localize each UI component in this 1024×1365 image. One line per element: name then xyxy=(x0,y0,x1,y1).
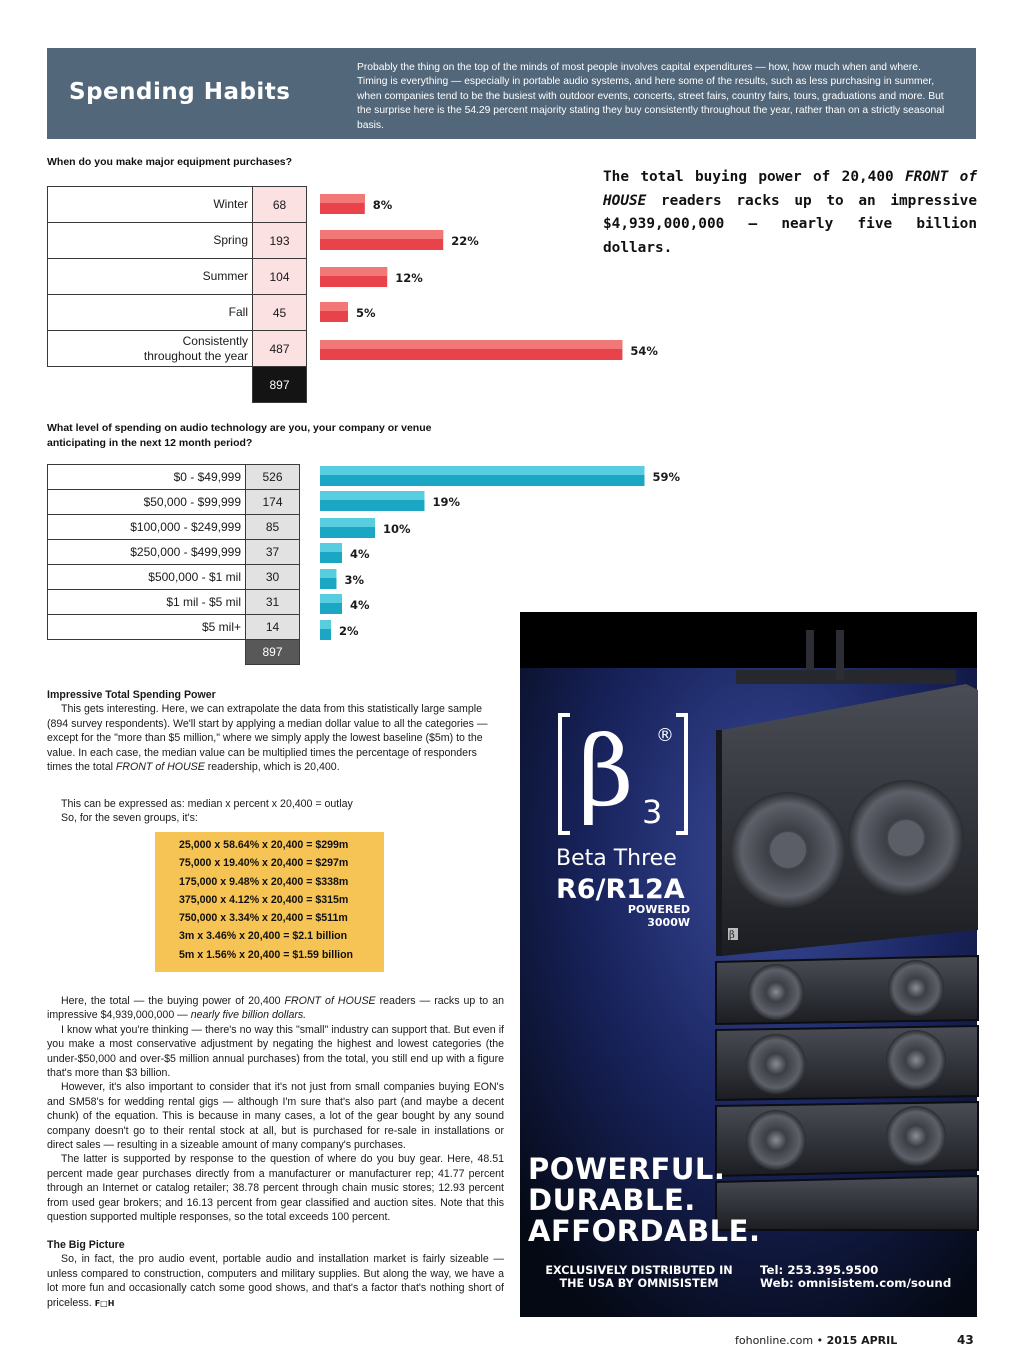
bar-value-label: 8% xyxy=(372,198,393,212)
bar-highlight xyxy=(320,466,645,475)
section-heading: The Big Picture xyxy=(47,1239,125,1251)
table-row xyxy=(48,187,307,223)
text-em: FRONT of HOUSE xyxy=(115,761,205,774)
logo-sub: 3 xyxy=(642,793,663,831)
header-band xyxy=(47,48,976,139)
intro-paragraph: Probably the thing on the top of the minds of most people involves capital expenditures — how, how much when and where. Timing is everything — especially in portable audio systems, and here some of the results, such as less purchasing in summer, when companies tend to be the busiest with outdoor events, concerts, street fairs, country fairs, tours, graduations and more. But the surprise here is the 54.29 percent majority stating they buy consistently throughout the year, rather than on a strictly seasonal basis. xyxy=(357,62,945,131)
calc-line: 3m x 3.46% x 20,400 = $2.1 billion xyxy=(179,930,348,943)
page-title: Spending Habits xyxy=(69,79,291,105)
text-run: Here, the total — the buying power of 20,400 xyxy=(61,995,285,1007)
table-total-row xyxy=(48,640,300,665)
row-label: Fall xyxy=(48,295,253,331)
bar-value-label: 22% xyxy=(451,234,479,248)
bar-value-label: 4% xyxy=(350,547,370,561)
ad-brand: Beta Three xyxy=(556,846,677,871)
formula-line: So, for the seven groups, it's: xyxy=(61,812,198,825)
ad-phone[interactable]: Tel: 253.395.9500 xyxy=(760,1263,879,1277)
bar-highlight xyxy=(320,302,348,311)
calculation-box xyxy=(155,832,384,972)
bar-highlight xyxy=(320,569,337,578)
bar-value-label: 19% xyxy=(432,495,461,509)
ad-distributor xyxy=(534,1264,744,1290)
body-paragraph xyxy=(47,994,504,1023)
slogan-line: POWERFUL. xyxy=(528,1152,726,1186)
section-spending-power xyxy=(47,688,504,774)
text-run: readership, which is 20,400. xyxy=(204,761,340,774)
row-count: 85 xyxy=(246,515,300,540)
table-row xyxy=(48,331,307,367)
body-paragraph: The latter is supported by response to the question of where do you buy gear. Here, 48.51 percent made gear purchases directly from a manufacturer or manufacturer rep; 41.77 percent through an Internet or catalog retailer; 38.78 percent through chain music stores; 12.93 percent from used gear brokers; and 16.13 percent from gear classified and auction sites. Note that this question supported multiple responses, so the total exceeds 100 percent. xyxy=(47,1153,504,1224)
bar-highlight xyxy=(320,491,425,500)
q2-question-line: anticipating in the next 12 month period? xyxy=(47,436,253,449)
calc-line: 25,000 x 58.64% x 20,400 = $299m xyxy=(179,839,349,851)
footer-issue: 2015 APRIL xyxy=(826,1334,898,1347)
row-count: 30 xyxy=(246,565,300,590)
row-label xyxy=(48,331,253,367)
slogan-line: AFFORDABLE. xyxy=(528,1214,761,1248)
bar-highlight xyxy=(320,267,387,276)
table-row xyxy=(48,295,307,331)
table-row xyxy=(48,223,307,259)
row-count: 174 xyxy=(246,490,300,515)
row-label: $100,000 - $249,999 xyxy=(48,515,246,540)
end-mark: F□H xyxy=(94,1298,115,1308)
power-line: POWERED xyxy=(627,903,690,916)
calc-line: 750,000 x 3.34% x 20,400 = $511m xyxy=(179,912,348,925)
body-paragraph xyxy=(47,1252,504,1311)
total-count: 897 xyxy=(246,640,300,665)
body-paragraph: I know what you're thinking — there's no way this "small" industry can support that. But even if you make a most conservative adjustment by negating the highest and lowest categories (the under-$50,000 and over-$5 million annual purchases) from the total, you still end up with a figure that's more than $3 billion. xyxy=(47,1023,504,1080)
speaker-badge: β xyxy=(729,930,735,941)
table-row xyxy=(48,590,300,615)
body-paragraph: However, it's also important to consider that it's not just from small companies buying EON's and SM58's for wedding rental gigs — although I'm sure that's also part (and maybe a decent chunk) of the equation. This is because in many cases, a lot of the gear bought by any sound company doesn't go to their rental stock at all, but is purchased for re-sale in installations or direct sales — resulting in a sizeable amount of many company's purchases. xyxy=(47,1081,504,1152)
bar-value-label: 59% xyxy=(652,470,681,484)
body-paragraph xyxy=(47,702,504,774)
bar-highlight xyxy=(320,230,443,239)
row-label: Spring xyxy=(48,223,253,259)
bar-highlight xyxy=(320,594,342,603)
footer xyxy=(735,1334,897,1347)
row-count: 37 xyxy=(246,540,300,565)
table-row xyxy=(48,259,307,295)
text-em: nearly five billion dollars. xyxy=(190,1009,307,1022)
dist-line: EXCLUSIVELY DISTRIBUTED IN xyxy=(545,1264,733,1277)
q1-question: When do you make major equipment purchases? xyxy=(47,156,293,168)
text-run: This gets interesting. Here, we can extrapolate the data from this statistically large sample (894 survey respondents). We'll start by applying a median dollar value to all the categories — except for the "more than $5 million," where we simply apply the lowest baseline ($5m) to the value. In each case, the median value can be multiplied times the percentage of responders times the total xyxy=(47,703,488,774)
text-em: FRONT of HOUSE xyxy=(284,995,376,1007)
text-run: So, in fact, the pro audio event, portable audio and installation market is fairly sizeable — unless compared to construction, computers and military supplies. But along the way, we have a lot more fun and occasionally catch some good shows, and that's a factor that's nothing short of priceless. xyxy=(47,1253,504,1309)
text-run: readers — racks up to an impressive $4,939,000,000 — xyxy=(47,995,505,1022)
section-big-picture xyxy=(47,1238,504,1311)
callout-em: FRONT of HOUSE xyxy=(603,169,977,209)
ad-slogan xyxy=(528,1154,760,1247)
section-analysis xyxy=(47,994,504,1225)
power-line: 3000W xyxy=(647,916,690,929)
calc-line: 175,000 x 9.48% x 20,400 = $338m xyxy=(179,875,349,888)
table-row xyxy=(48,490,300,515)
row-label: Winter xyxy=(48,187,253,223)
bar-highlight xyxy=(320,194,365,203)
section-heading: Impressive Total Spending Power xyxy=(47,689,216,701)
page-number: 43 xyxy=(957,1333,974,1347)
table-row xyxy=(48,465,300,490)
logo-beta: β xyxy=(578,716,634,828)
beta-three-logo xyxy=(556,707,690,841)
bar-highlight xyxy=(320,620,331,629)
formula-line: This can be expressed as: median x percent x 20,400 = outlay xyxy=(61,798,353,810)
footer-site-link[interactable]: fohonline.com xyxy=(735,1334,814,1347)
row-label: $250,000 - $499,999 xyxy=(48,540,246,565)
calc-line: 5m x 1.56% x 20,400 = $1.59 billion xyxy=(179,948,354,961)
slogan-line: DURABLE. xyxy=(528,1183,696,1217)
row-count: 526 xyxy=(246,465,300,490)
bar-value-label: 5% xyxy=(356,306,376,320)
calc-line: 75,000 x 19.40% x 20,400 = $297m xyxy=(179,857,349,870)
callout-text: The total buying power of 20,400 xyxy=(603,169,905,185)
spending-level-table xyxy=(47,464,300,665)
row-count: 193 xyxy=(253,223,307,259)
bar-value-label: 2% xyxy=(339,624,359,638)
bar-value-label: 12% xyxy=(395,271,423,285)
table-row xyxy=(48,565,300,590)
logo-registered: ® xyxy=(656,725,674,746)
q2-question-line: What level of spending on audio technology are you, your company or venue xyxy=(47,422,432,434)
row-label: $0 - $49,999 xyxy=(48,465,246,490)
row-label-line: Consistently xyxy=(182,333,248,348)
table-row xyxy=(48,615,300,640)
ad-contact[interactable] xyxy=(760,1264,951,1290)
row-count: 45 xyxy=(253,295,307,331)
ad-website-link[interactable]: Web: omnisistem.com/sound xyxy=(760,1276,952,1290)
row-label: $500,000 - $1 mil xyxy=(48,565,246,590)
purchase-timing-chart xyxy=(318,186,658,366)
row-count: 487 xyxy=(253,331,307,367)
table-row xyxy=(48,515,300,540)
bar-value-label: 54% xyxy=(630,344,658,358)
q2-question xyxy=(47,421,431,450)
row-count: 14 xyxy=(246,615,300,640)
dist-line: THE USA BY OMNISISTEM xyxy=(559,1277,719,1290)
bar-value-label: 10% xyxy=(383,522,411,536)
bar-highlight xyxy=(320,518,375,527)
row-label-line: throughout the year xyxy=(143,348,248,363)
bar-value-label: 4% xyxy=(350,598,370,612)
row-count: 31 xyxy=(246,590,300,615)
table-row xyxy=(48,540,300,565)
bar-highlight xyxy=(320,340,622,349)
bar-highlight xyxy=(320,543,342,552)
formula-text xyxy=(61,797,501,826)
row-label: $5 mil+ xyxy=(48,615,246,640)
speaker-array-image xyxy=(716,670,978,1230)
row-label: $50,000 - $99,999 xyxy=(48,490,246,515)
row-count: 104 xyxy=(253,259,307,295)
callout-quote xyxy=(603,166,977,260)
callout-text: readers racks up to an impressive $4,939,000,000 — nearly five billion dollars. xyxy=(603,192,977,256)
total-count: 897 xyxy=(253,367,307,403)
bar-value-label: 3% xyxy=(344,573,365,587)
advertisement[interactable] xyxy=(520,612,977,1317)
table-total-row xyxy=(48,367,307,403)
calc-line: 375,000 x 4.12% x 20,400 = $315m xyxy=(179,893,349,906)
purchase-timing-table xyxy=(47,186,307,403)
footer-separator: • xyxy=(816,1334,824,1347)
row-label: Summer xyxy=(48,259,253,295)
row-label: $1 mil - $5 mil xyxy=(48,590,246,615)
ad-model: R6/R12A xyxy=(556,874,685,905)
ad-power-rating xyxy=(618,903,690,929)
row-count: 68 xyxy=(253,187,307,223)
